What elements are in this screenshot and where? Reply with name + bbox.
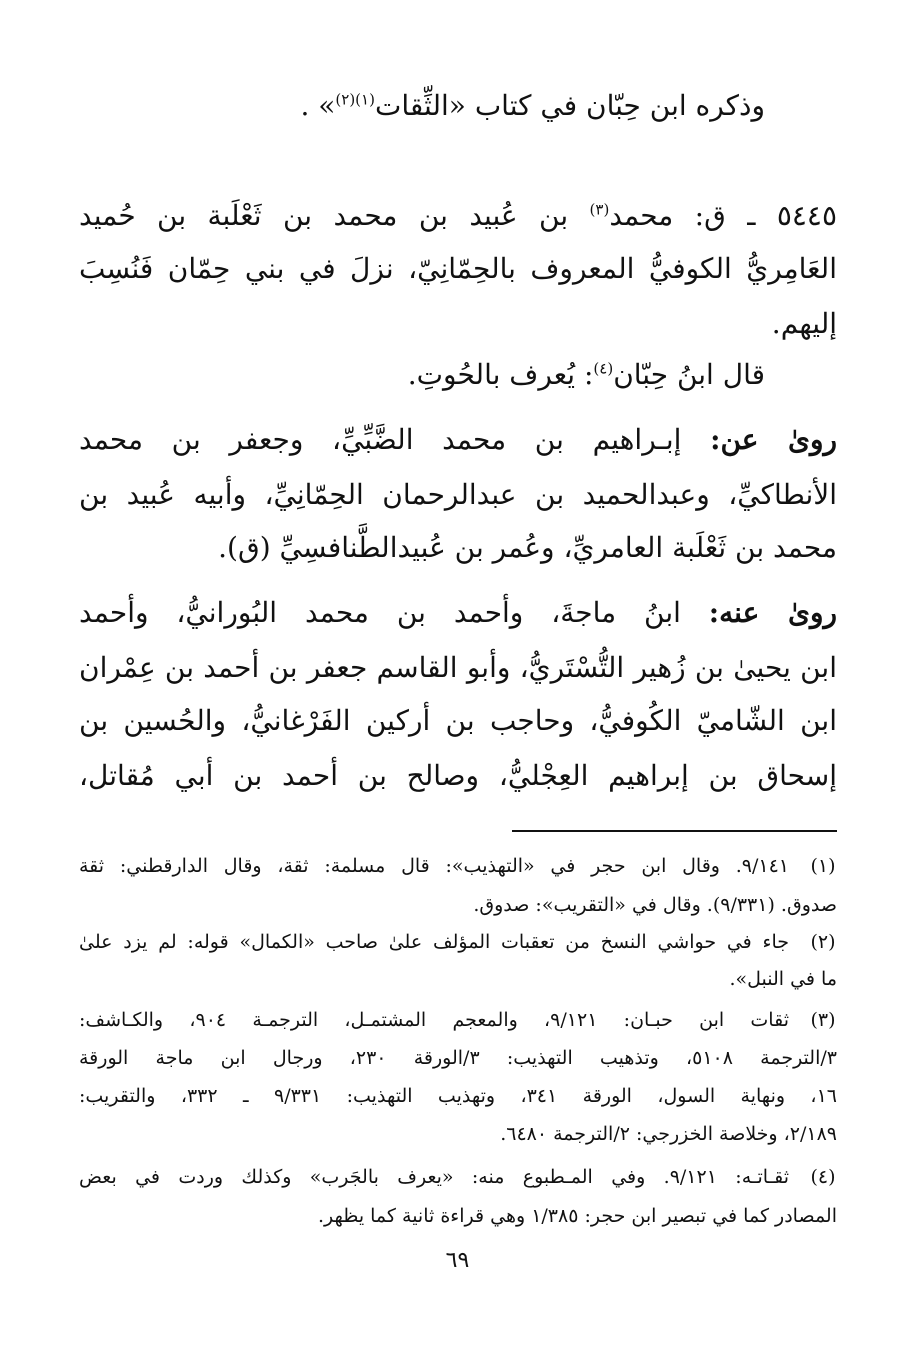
footnote-3-line-3 (79, 1082, 837, 1110)
rawa-anhu-text-4: إسحاق بن إبراهيم العِجْليُّ، وصالح بن أحمد بن أبي مُقاتل، (79, 759, 837, 792)
footnote-3-line-4 (500, 1120, 837, 1148)
entry-line-4 (408, 355, 765, 395)
entry-line-2 (79, 249, 837, 289)
footnote-4-line-1 (79, 1163, 789, 1191)
intro-line (300, 86, 765, 126)
footnote-1-line-2 (473, 891, 837, 919)
entry-title-rest: بن عُبيد بن محمد بن ثَعْلَبة بن حُميد (79, 199, 590, 232)
entry-line-1 (79, 196, 837, 236)
footnote-4-text-2: المصادر كما في تبصير ابن حجر: ١/٣٨٥ وهي قراءة ثانية كما يظهر. (317, 1205, 837, 1227)
footnote-1-text-1: ٩/١٤١. وقال ابن حجر في «التهذيب»: قال مسلمة: ثقة، وقال الدارقطني: ثقة (79, 855, 789, 877)
footnote-number-3: (٣) (810, 1009, 836, 1031)
page-number: ٦٩ (445, 1248, 470, 1273)
footnote-1-line-1 (79, 852, 789, 880)
footnote-4-text-1: ثقـاتـه: ٩/١٢١. وفي المـطبوع منه: «يعرف بالجَرب» وكذلك وردت في بعض (79, 1166, 789, 1188)
footnote-3-line-2 (79, 1044, 837, 1072)
footnote-4-line-2 (318, 1202, 837, 1230)
intro-closing: » . (300, 89, 336, 122)
rawa-anhu-line-1 (79, 593, 837, 633)
footnote-number-4: (٤) (810, 1166, 836, 1188)
footnote-1-text-2: صدوق. (٩/٣٣١). وقال في «التقريب»: صدوق. (473, 894, 837, 916)
rawa-anhu-line-3 (79, 701, 837, 741)
footnote-2-line-2 (729, 965, 837, 993)
rawa-anhu-text-1: ابنُ ماجةَ، وأحمد بن محمد البُورانيُّ، وأحمد (79, 596, 681, 629)
footnote-number-1: (١) (810, 855, 836, 877)
footnote-ref-3[interactable]: (٣) (589, 200, 610, 219)
rawa-an-text-3: محمد بن ثَعْلَبة العامريِّ، وعُمر بن عُبيدالطَّنافسِيِّ (ق). (218, 531, 837, 564)
entry-line-3 (772, 304, 837, 344)
footnote-3-text-2: ٣/الترجمة ٥١٠٨، وتذهيب التهذيب: ٣/الورقة ٢٣٠، ورجال ابن ماجة الورقة (79, 1047, 837, 1069)
footnote-3-line-1 (79, 1006, 789, 1034)
entry-number-title: ٥٤٤٥ ـ ق: محمد (609, 199, 837, 232)
rawa-an-line-2 (79, 475, 837, 515)
entry-nisba: العَامِريُّ الكوفيُّ المعروف بالحِمّانِيّ، نزلَ في بني حِمّان فَنُسِبَ (79, 252, 837, 285)
rawa-anhu-line-2 (79, 648, 837, 688)
footnote-2-text-1: جاء في حواشي النسخ من تعقبات المؤلف علىٰ صاحب «الكمال» قوله: لم يزد علىٰ (79, 931, 789, 953)
ibn-hibban-quote-rest: : يُعرف بالحُوتِ. (407, 358, 594, 391)
ibn-hibban-quote: قال ابنُ حِبّان (613, 358, 765, 391)
footnote-2-text-2: ما في النبل». (729, 968, 837, 990)
rawa-anhu-line-4 (79, 756, 837, 796)
rawa-anhu-label: روىٰ عنه: (708, 596, 838, 629)
rawa-an-text-1: إبـراهيم بن محمد الضَّبِّيِّ، وجعفر بن محمد (79, 423, 682, 456)
rawa-an-line-1 (79, 420, 837, 460)
rawa-anhu-text-3: ابن الشّاميّ الكُوفيُّ، وحاجب بن أركين الفَرْغانيُّ، والحُسين بن (79, 704, 837, 737)
rawa-an-label: روىٰ عن: (710, 423, 837, 456)
footnote-3-text-3: ١٦، ونهاية السول، الورقة ٣٤١، وتهذيب التهذيب: ٩/٣٣١ ـ ٣٣٢، والتقريب: (79, 1085, 837, 1107)
footnote-ref-1-2[interactable]: (١)(٢) (335, 90, 375, 109)
rawa-an-line-3 (218, 528, 837, 568)
rawa-an-text-2: الأنطاكيِّ، وعبدالحميد بن عبدالرحمان الحِمّانِيِّ، وأبيه عُبيد بن (79, 478, 837, 511)
footnote-3-text-1: ثقات ابن حبـان: ٩/١٢١، والمعجم المشتمـل، الترجمـة ٩٠٤، والكـاشف: (79, 1009, 789, 1031)
rawa-anhu-text-2: ابن يحيىٰ بن زُهير التُّسْتَريُّ، وأبو القاسم جعفر بن أحمد بن عِمْران (79, 651, 837, 684)
footnote-2-line-1 (79, 928, 789, 956)
intro-text: وذكره ابن حِبّان في كتاب «الثِّقات (374, 89, 765, 122)
footnote-ref-4[interactable]: (٤) (593, 359, 614, 378)
footnote-3-text-4: ٢/١٨٩، وخلاصة الخزرجي: ٢/الترجمة ٦٤٨٠. (500, 1123, 837, 1145)
footnote-separator (512, 830, 837, 832)
footnote-number-2: (٢) (810, 931, 836, 953)
entry-ilayhim: إليهم. (771, 307, 837, 340)
